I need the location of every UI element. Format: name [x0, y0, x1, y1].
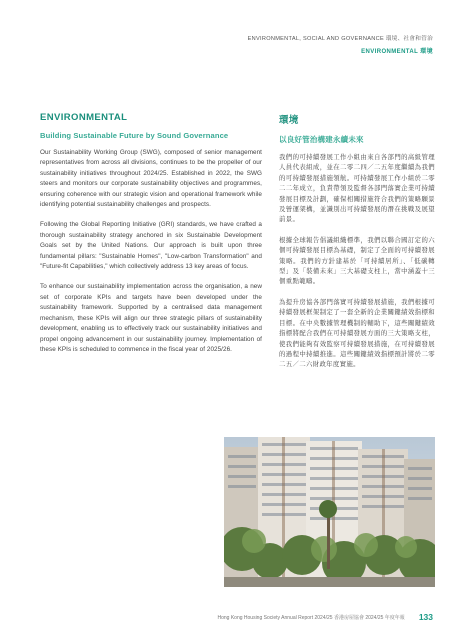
footer-report-title: Hong Kong Housing Society Annual Report 2024/25 香港房屋協會 2024/25 年度年報 [217, 614, 405, 621]
paragraph-zh-2: 根據全球報告倡議組織標準，我們以聯合國訂定的六個可持續發展目標為基礎，制定了全面的可持續發展策略。我們的方針建基於「可持續居所」、「低碳轉型」及「裝備未來」三大基礎支柱上，當中涵蓋十三個重點範疇。 [279, 236, 435, 286]
page-number: 133 [418, 612, 433, 622]
section-subtitle-en: Building Sustainable Future by Sound Governance [40, 131, 229, 140]
paragraph-zh-1: 我們的可持續發展工作小組由來自各部門的高級管理人員代表組成，並在二零二四／二五年度繼續為我們的可持續發展措施領航。可持續發展工作小組於二零二二年成立，負責帶領及監督各部門落實企業可持續發展目標及計劃，確保相關措施符合我們的策略願景及營運架構，並識別出可持續發展的潛在挑戰及展望前景。 [279, 154, 435, 224]
building-photo [224, 437, 435, 587]
paragraph-en-1: Our Sustainability Working Group (SWG), composed of senior management representatives from across all divisions, continues to be the propeller of our sustainability initiatives throughout 2024/25. Established in 2022, the SWG steers and monitors our corporate sustainability objectives and programmes, ensuring coherence with our strategic vision and operational framework while identifying potential sustainability challenges and prospects. [40, 149, 262, 209]
building-photo-illustration [224, 437, 435, 587]
page-footer [217, 612, 433, 622]
paragraph-en-2: Following the Global Reporting Initiative (GRI) standards, we have crafted a thorough sustainability strategy anchored in six Sustainable Development Goals set by the United Nations. Our approach is built upon three fundamental pillars: "Sustainable Homes", "Low-carbon Transformation" and "Future-fit Capabilities," which collectively address 13 key areas of focus. [40, 221, 262, 271]
paragraph-zh-3: 為提升房協各部門落實可持續發展措施，我們根據可持續發展框架制定了一套全新的企業關鍵績效指標和目標。在中央數據管理機制的輔助下，這些關鍵績效指標將配合我們在可持續發展方面的三大策略支柱，使我們能夠有效監察可持續發展措施，在可持續發展的過程中持續推進。這些關鍵績效指標預計將於二零二五／二六財政年度實施。 [279, 298, 435, 369]
chinese-column [279, 112, 435, 371]
english-column [40, 112, 262, 355]
header-breadcrumb: ENVIRONMENTAL, SOCIAL AND GOVERNANCE 環境、社會和管治 [247, 36, 433, 42]
section-subtitle-zh: 以良好管治構建永續未來 [279, 135, 364, 144]
section-title-en: ENVIRONMENTAL [40, 112, 128, 123]
paragraph-en-3: To enhance our sustainability implementation across the organisation, a new set of corporate KPIs and targets have been developed under the sustainability framework. Supported by a centralised data management mechanism, these KPIs will align our three strategic pillars of sustainability development, enabling us to effectively track our sustainability initiatives and propel ongoing advancement in our sustainability journey. Implementation of these KPIs is scheduled to commence in the fiscal year of 2025/26. [40, 283, 262, 353]
header-section: ENVIRONMENTAL 環境 [361, 49, 433, 55]
section-title-zh: 環境 [279, 115, 299, 126]
